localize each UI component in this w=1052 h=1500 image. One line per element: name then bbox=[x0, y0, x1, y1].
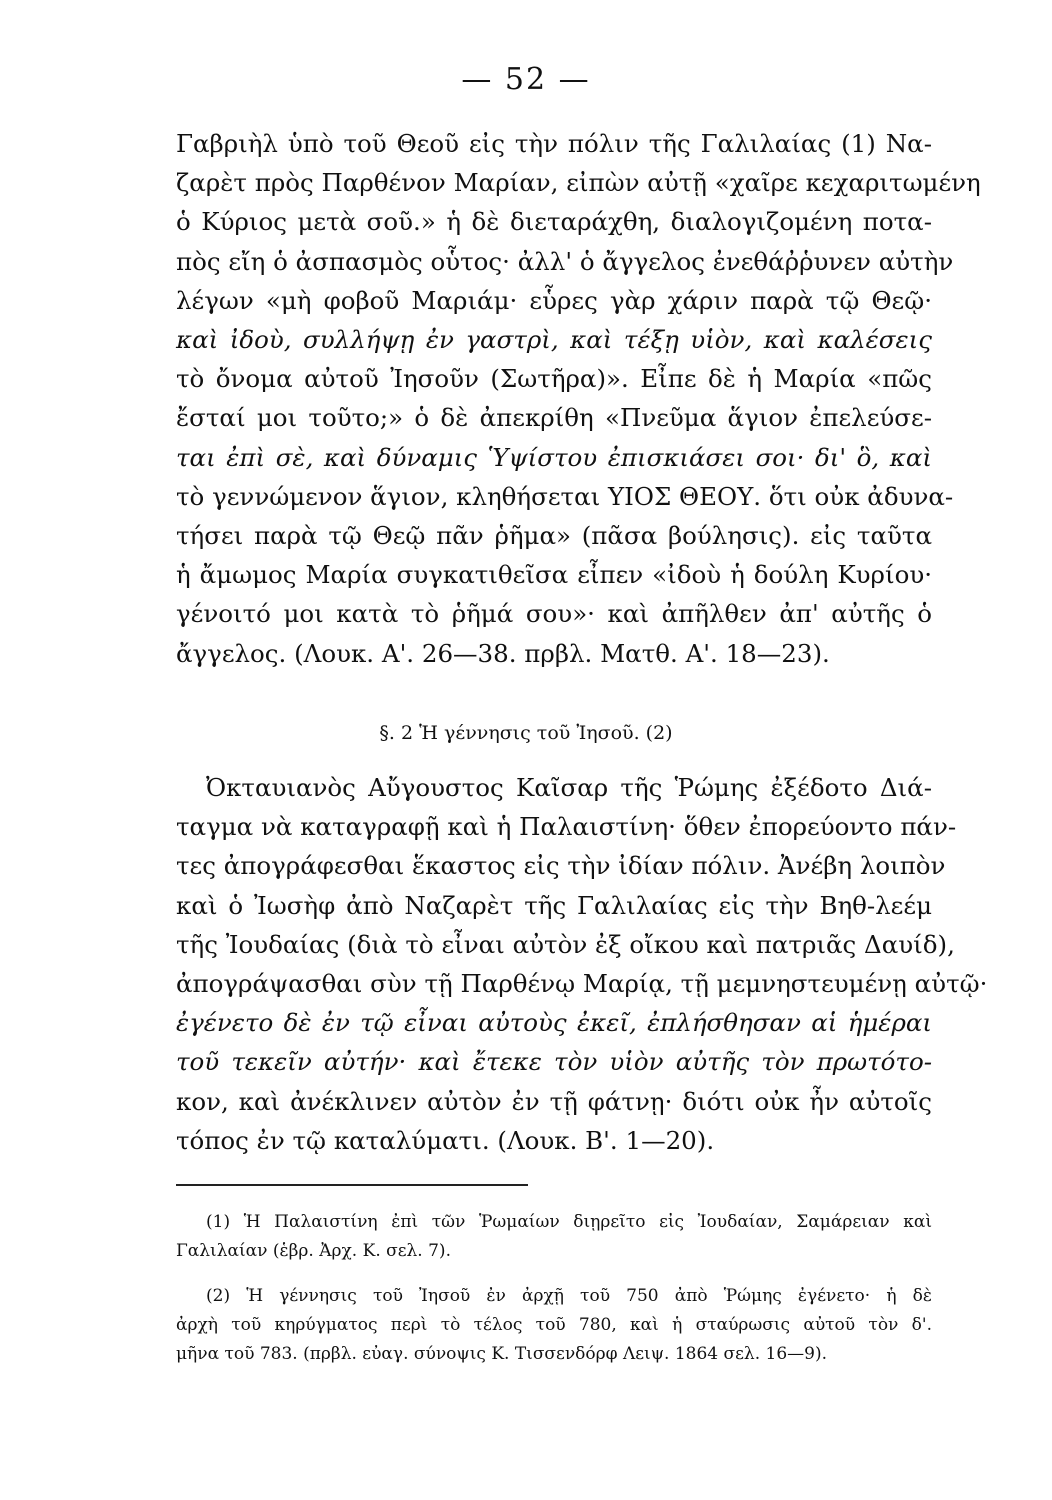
footnote-line: ἀρχὴ τοῦ κηρύγματος περὶ τὸ τέλος τοῦ 780, καὶ ἡ σταύρωσις αὐτοῦ τὸν δ'. bbox=[176, 1315, 932, 1335]
page-number: — 52 — bbox=[461, 62, 591, 97]
text-line: ἔσταί μοι τοῦτο;» ὁ δὲ ἀπεκρίθη «Πνεῦμα ἅγιον ἐπελεύσε- bbox=[176, 403, 932, 433]
paragraph-annunciation bbox=[176, 124, 981, 673]
text-line: κον, καὶ ἀνέκλινεν αὐτὸν ἐν τῇ φάτνῃ· διότι οὐκ ἦν αὐτοῖς bbox=[176, 1086, 932, 1116]
text-line: τόπος ἐν τῷ καταλύματι. (Λουκ. Β'. 1—20). bbox=[176, 1125, 715, 1155]
text-line: καὶ ἰδοὺ, συλλήψῃ ἐν γαστρὶ, καὶ τέξῃ υἱὸν, καὶ καλέσεις bbox=[176, 325, 932, 355]
text-line: καὶ ὁ Ἰωσὴφ ἀπὸ Ναζαρὲτ τῆς Γαλιλαίας εἰς τὴν Βηθ-λεέμ bbox=[176, 890, 932, 920]
text-line: ται ἐπὶ σὲ, καὶ δύναμις Ὑψίστου ἐπισκιάσει σοι· δι' ὃ, καὶ bbox=[176, 442, 932, 472]
text-line: ταγμα νὰ καταγραφῇ καὶ ἡ Παλαιστίνη· ὅθεν ἐπορεύοντο πάν- bbox=[176, 812, 957, 842]
footnote-line: (1) Ἡ Παλαιστίνη ἐπὶ τῶν Ῥωμαίων διῃρεῖτο εἰς Ἰουδαίαν, Σαμάρειαν καὶ bbox=[206, 1212, 932, 1232]
footnote-2 bbox=[176, 1282, 932, 1369]
text-line: γένοιτό μοι κατὰ τὸ ῥῆμά σου»· καὶ ἀπῆλθεν ἀπ' αὐτῆς ὁ bbox=[176, 599, 932, 629]
section-heading: §. 2 Ἡ γέννησις τοῦ Ἰησοῦ. (2) bbox=[379, 722, 673, 744]
footnote-divider bbox=[176, 1184, 528, 1186]
text-line: τήσει παρὰ τῷ Θεῷ πᾶν ῥῆμα» (πᾶσα βούλησις). εἰς ταῦτα bbox=[176, 521, 932, 551]
text-line: τὸ γεννώμενον ἅγιον, κληθήσεται ΥΙΟΣ ΘΕΟΥ. ὅτι οὐκ ἀδυνα- bbox=[176, 481, 954, 511]
text-line: λέγων «μὴ φοβοῦ Μαριάμ· εὗρες γὰρ χάριν παρὰ τῷ Θεῷ· bbox=[176, 285, 932, 315]
paragraph-nativity bbox=[176, 768, 988, 1160]
text-line: ἀπογράψασθαι σὺν τῇ Παρθένῳ Μαρίᾳ, τῇ μεμνηστευμένῃ αὐτῷ· bbox=[176, 969, 988, 999]
text-line: τὸ ὄνομα αὐτοῦ Ἰησοῦν (Σωτῆρα)». Εἶπε δὲ ἡ Μαρία «πῶς bbox=[176, 364, 932, 394]
text-line: τες ἀπογράφεσθαι ἕκαστος εἰς τὴν ἰδίαν πόλιν. Ἀνέβη λοιπὸν bbox=[176, 851, 946, 881]
footnote-line: μῆνα τοῦ 783. (πρβλ. εὐαγ. σύνοψις Κ. Τισσενδόρφ Λειψ. 1864 σελ. 16—9). bbox=[176, 1344, 827, 1364]
text-line: ἐγένετο δὲ ἐν τῷ εἶναι αὐτοὺς ἐκεῖ, ἐπλήσθησαν αἱ ἡμέραι bbox=[176, 1008, 932, 1038]
text-line: τοῦ τεκεῖν αὐτήν· καὶ ἔτεκε τὸν υἱὸν αὐτῆς τὸν πρωτότο- bbox=[176, 1047, 932, 1077]
text-line: τῆς Ἰουδαίας (διὰ τὸ εἶναι αὐτὸν ἐξ οἴκου καὶ πατριᾶς Δαυίδ), bbox=[176, 929, 955, 959]
text-line: ἄγγελος. (Λουκ. Α'. 26—38. πρβλ. Ματθ. Α'. 18—23). bbox=[176, 638, 830, 668]
text-line: ἡ ἄμωμος Μαρία συγκατιθεῖσα εἶπεν «ἰδοὺ ἡ δούλη Κυρίου· bbox=[176, 560, 932, 590]
footnote-line: (2) Ἡ γέννησις τοῦ Ἰησοῦ ἐν ἀρχῇ τοῦ 750 ἀπὸ Ῥώμης ἐγένετο· ἡ δὲ bbox=[206, 1286, 932, 1306]
footnote-1 bbox=[176, 1208, 932, 1266]
footnote-line: Γαλιλαίαν (ἑβρ. Ἀρχ. Κ. σελ. 7). bbox=[176, 1241, 451, 1261]
text-line: Γαβριὴλ ὑπὸ τοῦ Θεοῦ εἰς τὴν πόλιν τῆς Γαλιλαίας (1) Να- bbox=[176, 129, 932, 158]
text-line: Ὀκταυιανὸς Αὔγουστος Καῖσαρ τῆς Ῥώμης ἐξέδοτο Διά- bbox=[206, 773, 932, 802]
text-line: ζαρὲτ πρὸς Παρθένον Μαρίαν, εἰπὼν αὐτῇ «χαῖρε κεχαριτωμένη bbox=[176, 168, 981, 198]
text-line: ὁ Κύριος μετὰ σοῦ.» ἡ δὲ διεταράχθη, διαλογιζομένη ποτα- bbox=[176, 207, 932, 237]
text-line: πὸς εἴη ὁ ἀσπασμὸς οὗτος· ἀλλ' ὁ ἄγγελος ἐνεθάῤῥυνεν αὐτὴν bbox=[176, 246, 954, 276]
